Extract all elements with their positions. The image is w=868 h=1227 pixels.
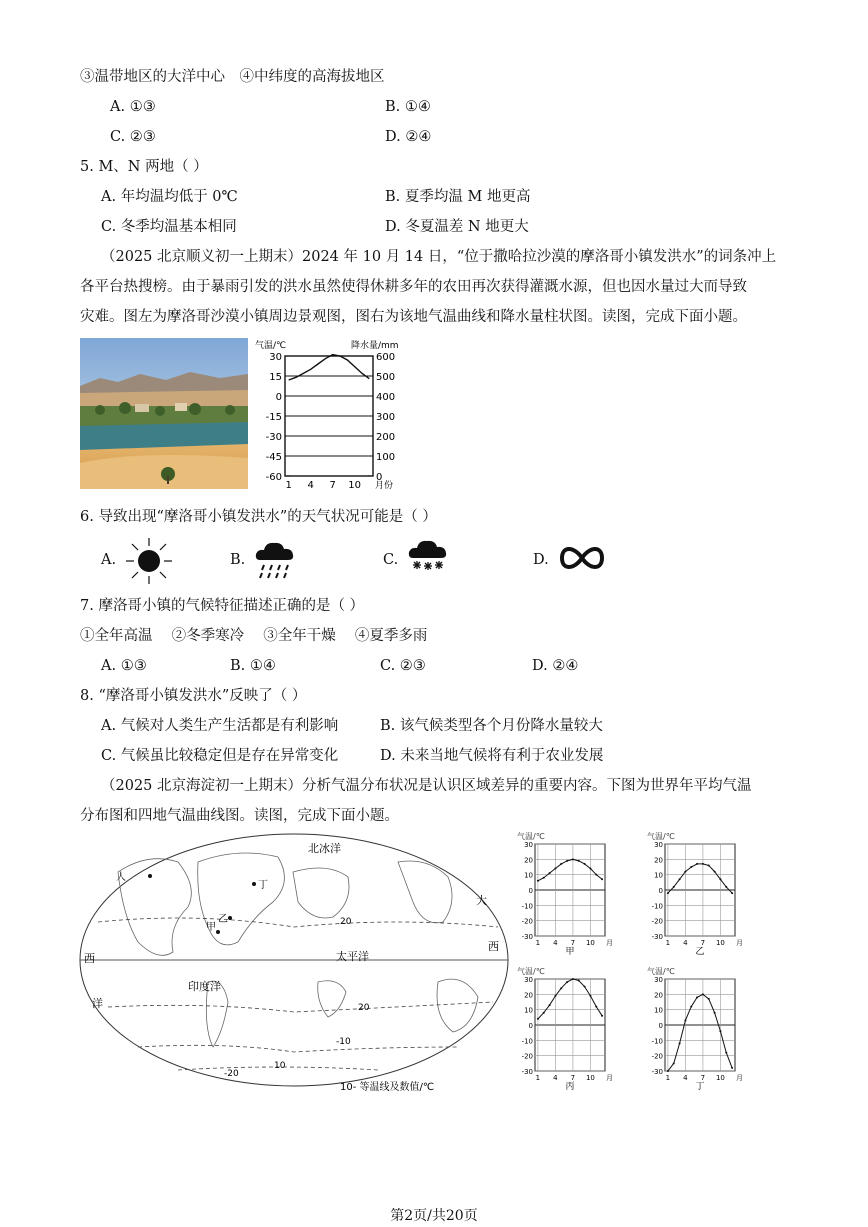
- map-label-pacific: 太平洋: [336, 950, 369, 963]
- climate-left-tick: -30: [265, 432, 282, 443]
- mini-temperature-point: [560, 987, 562, 989]
- q7-option-a: A. ①③: [101, 658, 147, 674]
- intro1-line2: 各平台热搜榜。由于暴雨引发的洪水虽然使得休耕多年的农田再次获得灌溉水源，但也因水量过大而导致: [80, 279, 747, 295]
- mini-temperature-point: [584, 986, 586, 988]
- mini-chart-x-tick: 4: [553, 1074, 558, 1082]
- mini-temperature-point: [543, 1012, 545, 1014]
- mini-chart-jia: [515, 830, 615, 960]
- climate-x-tick: 4: [307, 480, 314, 491]
- climate-right-tick: 400: [376, 392, 396, 403]
- mini-temperature-line: [668, 864, 732, 893]
- mini-temperature-point: [572, 858, 574, 860]
- mini-chart-bing: [515, 965, 615, 1095]
- mini-temperature-point: [595, 1006, 597, 1008]
- q5-option-a: A. 年均温均低于 0℃: [101, 189, 238, 205]
- mini-temperature-point: [696, 863, 698, 865]
- climate-right-tick: 500: [376, 372, 396, 383]
- mini-chart-x-tick: 7: [570, 939, 576, 947]
- q8-option-d: D. 未来当地气候将有利于农业发展: [380, 748, 604, 764]
- intro1-line1: （2025 北京顺义初一上期末）2024 年 10 月 14 日，“位于撒哈拉沙漠的摩洛哥小镇发洪水”的词条冲上: [101, 249, 777, 265]
- mini-temperature-point: [601, 1015, 603, 1017]
- q8-option-a: A. 气候对人类生产生活都是有利影响: [101, 718, 339, 734]
- mini-chart-name: 甲: [565, 947, 575, 957]
- mini-temperature-point: [566, 981, 568, 983]
- mini-temperature-point: [673, 886, 675, 888]
- mini-chart-x-unit: 月: [736, 939, 743, 947]
- mini-chart-y-tick: -10: [521, 902, 533, 911]
- world-temperature-map: [78, 832, 510, 1092]
- map-label-indian: 印度洋: [188, 980, 221, 993]
- isotherm-minus10: -10: [336, 1037, 351, 1047]
- mini-temperature-point: [708, 864, 710, 866]
- mini-chart-y-tick: -30: [521, 1068, 533, 1076]
- mini-temperature-point: [719, 878, 721, 880]
- mini-temperature-point: [679, 1042, 681, 1044]
- climate-x-tick: 10: [348, 480, 362, 491]
- map-label-ding: 丁: [258, 880, 268, 891]
- mini-chart-yi: [645, 830, 745, 960]
- map-label-west: 西: [84, 952, 95, 965]
- mini-temperature-point: [731, 1067, 733, 1069]
- mini-chart-y-tick: -20: [521, 917, 533, 926]
- q7-option-c: C. ②③: [380, 658, 426, 674]
- mini-chart-y-tick: 20: [524, 991, 533, 1000]
- q4-option-b: B. ①④: [385, 99, 431, 115]
- mini-temperature-point: [554, 868, 556, 870]
- q7-option-d: D. ②④: [532, 658, 579, 674]
- isotherm-20-south: 20: [358, 1003, 370, 1013]
- intro2-line2: 分布图和四地气温曲线图。读图，完成下面小题。: [80, 808, 399, 824]
- mini-chart-y-tick: -20: [651, 917, 663, 926]
- mini-chart-y-tick: -30: [521, 933, 533, 941]
- mini-temperature-point: [714, 871, 716, 873]
- mini-temperature-point: [578, 860, 580, 862]
- mini-temperature-point: [702, 863, 704, 865]
- mini-temperature-point: [595, 874, 597, 876]
- q5-option-c: C. 冬季均温基本相同: [101, 219, 237, 235]
- mini-temperature-point: [578, 980, 580, 982]
- mini-temperature-point: [667, 892, 669, 894]
- q7-statements: ①全年高温 ②冬季寒冷 ③全年干燥 ④夏季多雨: [80, 628, 428, 644]
- mini-chart-y-tick: 20: [524, 856, 533, 865]
- snow-icon: [405, 536, 451, 580]
- q4-statements: ③温带地区的大洋中心 ④中纬度的高海拔地区: [80, 69, 385, 85]
- mini-chart-x-tick: 4: [683, 939, 688, 947]
- mini-temperature-point: [690, 1006, 692, 1008]
- climate-left-tick: -60: [265, 472, 282, 483]
- climate-x-tick: 1: [285, 480, 292, 491]
- mini-temperature-point: [684, 1019, 686, 1021]
- mini-chart-x-tick: 1: [535, 939, 541, 947]
- climate-left-tick: 0: [275, 392, 282, 403]
- mini-temperature-point: [601, 878, 603, 880]
- mini-chart-x-tick: 1: [535, 1074, 541, 1082]
- map-label-jia: 甲: [206, 922, 216, 933]
- climate-right-tick: 600: [376, 352, 396, 363]
- q6-stem: 6. 导致出现“摩洛哥小镇发洪水”的天气状况可能是（ ）: [80, 509, 437, 525]
- mini-chart-y-tick: 0: [658, 887, 663, 895]
- mini-temperature-point: [731, 892, 733, 894]
- q6-label-d: D.: [533, 552, 549, 568]
- isotherm-20-north: 20: [340, 917, 352, 927]
- right-axis-title: 降水量/mm: [351, 341, 399, 351]
- precip-bar: [367, 475, 371, 476]
- mini-chart-name: 丁: [695, 1082, 705, 1092]
- climate-right-tick: 0: [376, 472, 383, 483]
- mini-chart-axis-title: 气温/℃: [647, 832, 675, 841]
- mini-chart-y-tick: 30: [524, 976, 533, 984]
- map-label-arctic: 北冰洋: [308, 842, 341, 855]
- mini-chart-x-unit: 月: [736, 1074, 743, 1082]
- q7-stem: 7. 摩洛哥小镇的气候特征描述正确的是（ ）: [80, 598, 365, 614]
- mini-temperature-point: [554, 995, 556, 997]
- mini-temperature-line: [668, 994, 732, 1071]
- mini-chart-y-tick: 30: [654, 841, 663, 849]
- intro1-line3: 灾难。图左为摩洛哥沙漠小镇周边景观图，图右为该地气温曲线和降水量柱状图。读图，完成下面小题。: [80, 309, 747, 325]
- mini-chart-x-tick: 7: [700, 939, 706, 947]
- desert-town-photo: [80, 338, 248, 489]
- mini-chart-y-tick: 0: [528, 1022, 533, 1030]
- mini-temperature-point: [549, 1004, 551, 1006]
- mini-temperature-line: [538, 859, 602, 880]
- mini-temperature-point: [673, 1062, 675, 1064]
- map-label-yang: 洋: [92, 997, 103, 1010]
- mini-chart-y-tick: -30: [651, 1068, 663, 1076]
- mini-temperature-point: [543, 877, 545, 879]
- mini-chart-y-tick: 20: [654, 856, 663, 865]
- q7-option-b: B. ①④: [230, 658, 276, 674]
- isotherm-minus20: -20: [224, 1069, 239, 1079]
- q8-stem: 8. “摩洛哥小镇发洪水”反映了（ ）: [80, 688, 307, 704]
- mini-temperature-point: [725, 1052, 727, 1054]
- mini-temperature-point: [566, 860, 568, 862]
- q5-stem: 5. M、N 两地（ ）: [80, 159, 208, 175]
- q6-label-a: A.: [101, 552, 117, 568]
- climate-chart: [255, 338, 415, 498]
- mini-chart-x-tick: 10: [585, 1074, 595, 1082]
- q8-option-b: B. 该气候类型各个月份降水量较大: [380, 718, 603, 734]
- mini-temperature-point: [537, 1018, 539, 1020]
- climate-right-tick: 300: [376, 412, 396, 423]
- mini-chart-y-tick: 20: [654, 991, 663, 1000]
- mini-chart-y-tick: -10: [651, 902, 663, 911]
- q6-label-c: C.: [383, 552, 399, 568]
- map-label-east2: 西: [488, 940, 499, 953]
- mini-chart-y-tick: 10: [654, 1006, 663, 1015]
- mini-chart-y-tick: 10: [654, 871, 663, 880]
- mini-temperature-point: [537, 880, 539, 882]
- mini-temperature-point: [684, 871, 686, 873]
- mini-chart-y-tick: 10: [524, 1006, 533, 1015]
- page-footer: 第2页/共20页: [390, 1208, 478, 1224]
- mini-chart-axis-title: 气温/℃: [647, 967, 675, 976]
- mini-temperature-point: [690, 866, 692, 868]
- q4-option-a: A. ①③: [110, 99, 156, 115]
- mini-chart-y-tick: 30: [524, 841, 533, 849]
- rain-icon: [252, 536, 298, 586]
- climate-right-tick: 200: [376, 432, 396, 443]
- mini-temperature-line: [538, 979, 602, 1019]
- climate-right-tick: 100: [376, 452, 396, 463]
- left-axis-title: 气温/℃: [255, 341, 287, 351]
- mini-chart-x-tick: 1: [665, 1074, 671, 1082]
- mini-chart-axis-title: 气温/℃: [517, 832, 545, 841]
- mini-temperature-point: [696, 996, 698, 998]
- mini-temperature-point: [572, 978, 574, 980]
- mini-chart-y-tick: 10: [524, 871, 533, 880]
- mini-temperature-point: [560, 863, 562, 865]
- mini-chart-y-tick: -20: [651, 1052, 663, 1061]
- intro2-line1: （2025 北京海淀初一上期末）分析气温分布状况是认识区域差异的重要内容。下图为世界年平均气温: [101, 778, 752, 794]
- q4-option-d: D. ②④: [385, 129, 432, 145]
- mini-chart-x-tick: 10: [715, 1074, 725, 1082]
- mini-chart-x-tick: 4: [553, 939, 558, 947]
- mini-chart-ding: [645, 965, 745, 1095]
- q6-label-b: B.: [230, 552, 246, 568]
- q5-option-d: D. 冬夏温差 N 地更大: [385, 219, 529, 235]
- climate-left-tick: 15: [269, 372, 282, 383]
- climate-x-unit: 月份: [375, 481, 394, 491]
- climate-left-tick: -15: [265, 412, 282, 423]
- mini-chart-y-tick: -30: [651, 933, 663, 941]
- q4-option-c: C. ②③: [110, 129, 156, 145]
- mini-temperature-point: [708, 998, 710, 1000]
- mini-chart-x-tick: 10: [585, 939, 595, 947]
- map-legend: 10- 等温线及数值/℃: [340, 1082, 435, 1092]
- mini-temperature-point: [549, 872, 551, 874]
- isotherm-10: 10: [274, 1061, 286, 1071]
- mini-temperature-point: [679, 878, 681, 880]
- mini-chart-x-tick: 7: [570, 1074, 576, 1082]
- map-label-ren: 人: [116, 872, 126, 883]
- mini-chart-y-tick: 0: [528, 887, 533, 895]
- map-label-yi: 乙: [218, 914, 228, 925]
- precip-bar: [287, 475, 291, 476]
- q5-option-b: B. 夏季均温 M 地更高: [385, 189, 531, 205]
- mini-temperature-point: [725, 886, 727, 888]
- climate-left-tick: -45: [265, 452, 282, 463]
- mini-temperature-point: [667, 1070, 669, 1072]
- mini-chart-y-tick: -20: [521, 1052, 533, 1061]
- mini-chart-name: 丙: [565, 1082, 575, 1092]
- mini-chart-x-tick: 7: [700, 1074, 706, 1082]
- climate-x-tick: 7: [329, 480, 336, 491]
- haze-icon: [559, 544, 605, 576]
- mini-chart-x-tick: 10: [715, 939, 725, 947]
- mini-chart-x-unit: 月: [606, 939, 613, 947]
- mini-temperature-point: [714, 1012, 716, 1014]
- mini-chart-x-tick: 1: [665, 939, 671, 947]
- mini-chart-x-tick: 4: [683, 1074, 688, 1082]
- mini-temperature-point: [589, 868, 591, 870]
- mini-chart-y-tick: -10: [521, 1037, 533, 1046]
- sunny-icon: [124, 536, 174, 590]
- climate-left-tick: 30: [269, 352, 282, 363]
- mini-temperature-point: [584, 863, 586, 865]
- mini-chart-axis-title: 气温/℃: [517, 967, 545, 976]
- q8-option-c: C. 气候虽比较稳定但是存在异常变化: [101, 748, 339, 764]
- mini-temperature-point: [719, 1030, 721, 1032]
- mini-chart-y-tick: 0: [658, 1022, 663, 1030]
- mini-chart-y-tick: 30: [654, 976, 663, 984]
- mini-chart-x-unit: 月: [606, 1074, 613, 1082]
- mini-chart-y-tick: -10: [651, 1037, 663, 1046]
- mini-temperature-point: [589, 995, 591, 997]
- mini-chart-name: 乙: [695, 947, 705, 957]
- mini-temperature-point: [702, 993, 704, 995]
- map-label-east1: 大: [476, 894, 487, 907]
